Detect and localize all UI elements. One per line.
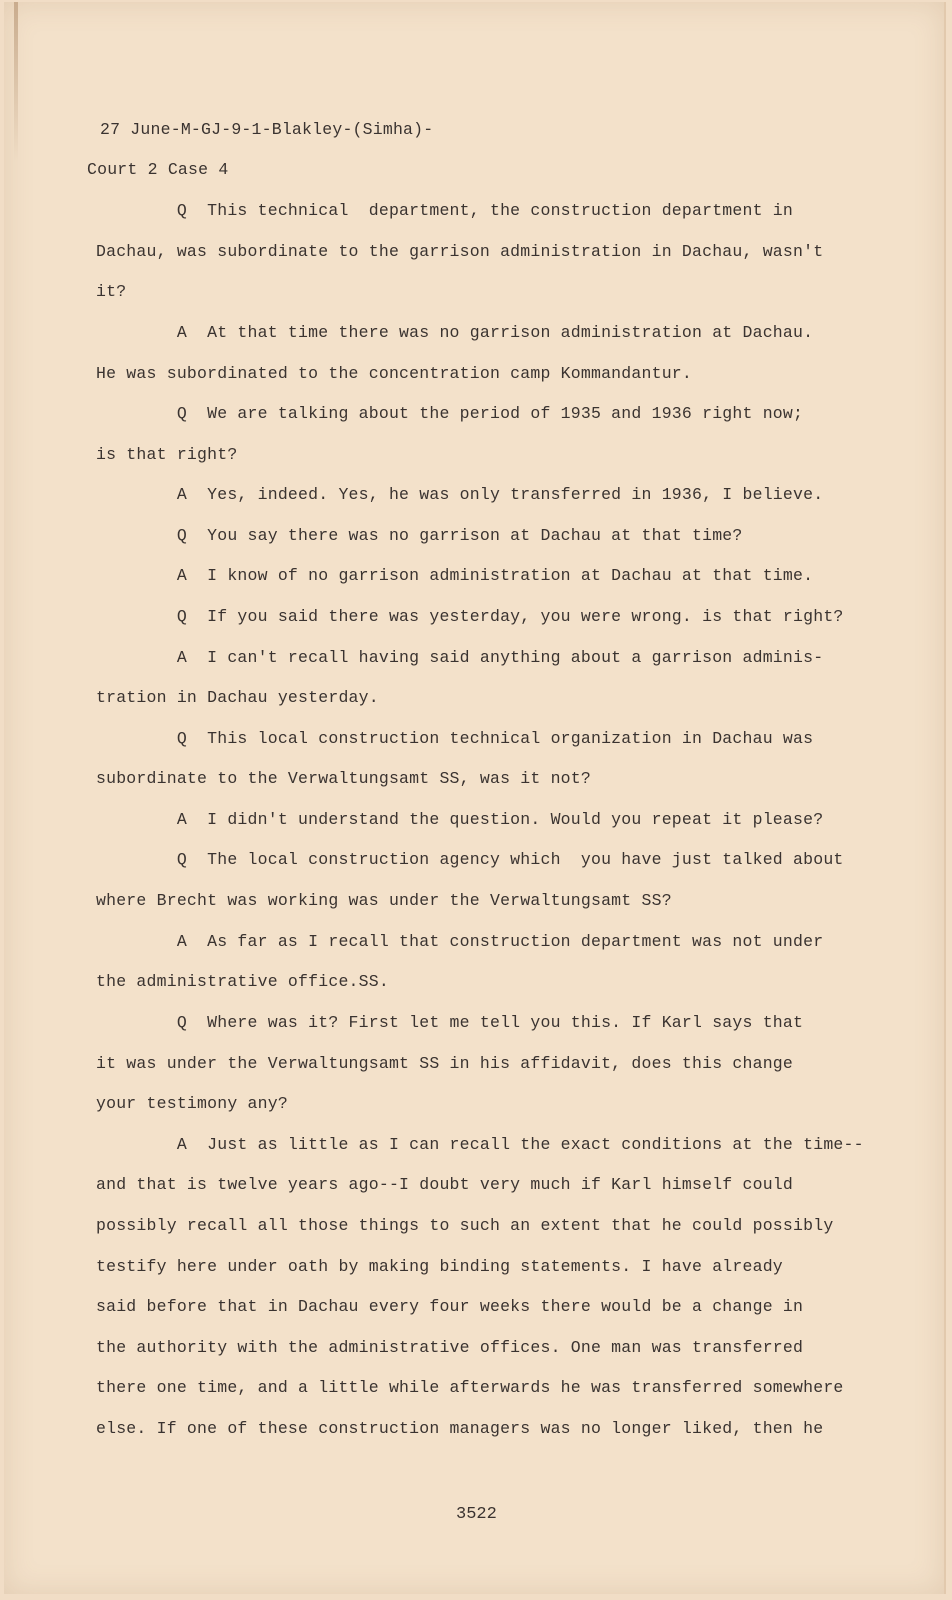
transcript-line: Q The local construction agency which you have just talked about <box>96 850 844 869</box>
transcript-line: A I didn't understand the question. Would you repeat it please? <box>96 810 824 829</box>
transcript-line: the administrative office.SS. <box>96 972 389 991</box>
transcript-line: Q Where was it? First let me tell you this. If Karl says that <box>96 1013 804 1032</box>
document-page <box>4 2 946 1594</box>
transcript-line: it? <box>96 282 127 301</box>
transcript-line: Q This local construction technical organization in Dachau was <box>96 729 814 748</box>
transcript-line: Dachau, was subordinate to the garrison administration in Dachau, wasn't <box>96 242 824 261</box>
transcript-line: your testimony any? <box>96 1094 288 1113</box>
transcript-line: A I can't recall having said anything about a garrison adminis- <box>96 648 824 667</box>
transcript-line: A Just as little as I can recall the exact conditions at the time-- <box>96 1135 864 1154</box>
transcript-line: the authority with the administrative offices. One man was transferred <box>96 1338 804 1357</box>
transcript-line: Q We are talking about the period of 1935 and 1936 right now; <box>96 404 804 423</box>
transcript-line: A Yes, indeed. Yes, he was only transferred in 1936, I believe. <box>96 485 824 504</box>
transcript-line: and that is twelve years ago--I doubt very much if Karl himself could <box>96 1175 794 1194</box>
transcript-line: subordinate to the Verwaltungsamt SS, was it not? <box>96 769 591 788</box>
transcript-line: possibly recall all those things to such an extent that he could possibly <box>96 1216 834 1235</box>
header-line-2: Court 2 Case 4 <box>87 160 229 179</box>
transcript-line: He was subordinated to the concentration camp Kommandantur. <box>96 364 692 383</box>
transcript-line: testify here under oath by making binding statements. I have already <box>96 1257 783 1276</box>
transcript-line: else. If one of these construction managers was no longer liked, then he <box>96 1419 824 1438</box>
transcript-line: is that right? <box>96 445 238 464</box>
transcript-line: A I know of no garrison administration at Dachau at that time. <box>96 566 814 585</box>
page-number: 3522 <box>456 1505 497 1524</box>
transcript-line: it was under the Verwaltungsamt SS in his affidavit, does this change <box>96 1054 794 1073</box>
transcript-line: there one time, and a little while afterwards he was transferred somewhere <box>96 1378 844 1397</box>
transcript-line: Q This technical department, the construction department in <box>96 201 794 220</box>
header-line-1: 27 June-M-GJ-9-1-Blakley-(Simha)- <box>100 120 434 139</box>
transcript-line: A At that time there was no garrison administration at Dachau. <box>96 323 814 342</box>
paper-edge-stain <box>14 2 18 162</box>
transcript-line: said before that in Dachau every four weeks there would be a change in <box>96 1297 804 1316</box>
transcript-line: A As far as I recall that construction department was not under <box>96 932 824 951</box>
transcript-line: Q If you said there was yesterday, you were wrong. is that right? <box>96 607 844 626</box>
transcript-line: where Brecht was working was under the Verwaltungsamt SS? <box>96 891 672 910</box>
transcript-line: tration in Dachau yesterday. <box>96 688 379 707</box>
transcript-line: Q You say there was no garrison at Dachau at that time? <box>96 526 743 545</box>
